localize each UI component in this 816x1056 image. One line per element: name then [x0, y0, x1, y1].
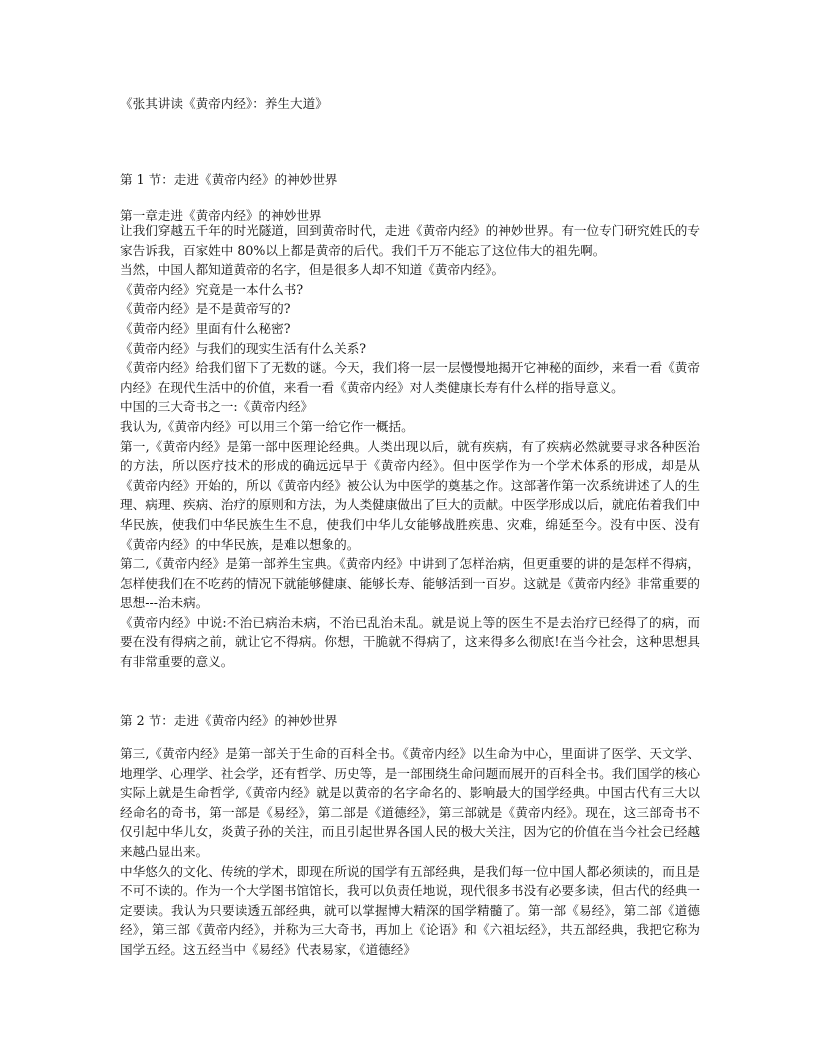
section-2-body — [120, 744, 700, 960]
paragraph: 中国的三大奇书之一:《黄帝内经》 — [120, 399, 314, 415]
chapter-title: 第一章走进《黄帝内经》的神妙世界 — [120, 208, 322, 223]
paragraph: 第一,《黄帝内经》是第一部中医理论经典。人类出现以后，就有疾病，有了疾病必然就要寻求各种医治的方法，所以医疗技术的形成的确远远早于《黄帝内经》。但中医学作为一个学术体系的形成，却是从《黄帝内经》开始的，所以《黄帝内经》被公认为中医学的奠基之作。这部著作第一次系统讲述了人的生理、病理、疾病、治疗的原则和方法，为人类健康做出了巨大的贡献。中医学形成以后，就庇佑着我们中华民族，使我们中华民族生生不息，使我们中华儿女能够战胜疾患、灾难，绵延至今。没有中医、没有《黄帝内经》的中华民族，是难以想象的。 — [120, 438, 700, 552]
paragraph: 《黄帝内经》是不是黄帝写的? — [120, 301, 291, 317]
section-1-heading: 第 1 节：走进《黄帝内经》的神妙世界 — [120, 172, 338, 187]
paragraph: 第二,《黄帝内经》是第一部养生宝典。《黄帝内经》中讲到了怎样治病，但更重要的讲的是怎样不得病，怎样使我们在不吃药的情况下就能够健康、能够长寿、能够活到一百岁。这就是《黄帝内经》非常重要的思想---治未病。 — [120, 556, 700, 611]
paragraph: 《黄帝内经》与我们的现实生活有什么关系? — [120, 340, 367, 356]
section-2-heading: 第 2 节：走进《黄帝内经》的神妙世界 — [120, 713, 338, 728]
paragraph: 《黄帝内经》中说:不治已病治未病，不治已乱治未乱。就是说上等的医生不是去治疗已经得了的病，而要在没有得病之前，就让它不得病。你想，干脆就不得病了，这来得多么彻底!在当今社会，这种思想具有非常重要的意义。 — [120, 614, 700, 670]
paragraph: 中华悠久的文化、传统的学术，即现在所说的国学有五部经典，是我们每一位中国人都必须读的，而且是不可不读的。作为一个大学图书馆馆长，我可以负责任地说，现代很多书没有必要多读，但古代的经典一定要读。我认为只要读透五部经典，就可以掌握博大精深的国学精髓了。第一部《易经》，第二部《道德经》，第三部《黄帝内经》，并称为三大奇书，再加上《论语》和《六祖坛经》，共五部经典，我把它称为国学五经。这五经当中《易经》代表易家，《道德经》 — [120, 863, 700, 957]
paragraph: 当然，中国人都知道黄帝的名字，但是很多人却不知道《黄帝内经》。 — [120, 262, 505, 278]
paragraph: 我认为,《黄帝内经》可以用三个第一给它作一概括。 — [120, 418, 414, 434]
paragraph: 第三,《黄帝内经》是第一部关于生命的百科全书。《黄帝内经》以生命为中心，里面讲了医学、天文学、地理学、心理学、社会学，还有哲学、历史等，是一部围绕生命问题而展开的百科全书。我们国学的核心实际上就是生命哲学,《黄帝内经》就是以黄帝的名字命名的、影响最大的国学经典。中国古代有三大以经命名的奇书，第一部是《易经》，第二部是《道德经》，第三部就是《黄帝内经》。现在，这三部奇书不仅引起中华儿女，炎黄子孙的关注，而且引起世界各国人民的极大关注，因为它的价值在当今社会已经越来越凸显出来。 — [120, 746, 700, 859]
paragraph: 让我们穿越五千年的时光隧道，回到黄帝时代，走进《黄帝内经》的神妙世界。有一位专门研究姓氏的专家告诉我，百家姓中 80%以上都是黄帝的后代。我们千万不能忘了这位伟大的祖先啊。 — [120, 223, 700, 258]
paragraph: 《黄帝内经》里面有什么秘密? — [120, 320, 291, 336]
document-title: 《张其讲读《黄帝内经》：养生大道》 — [120, 96, 328, 111]
paragraph: 《黄帝内经》给我们留下了无数的谜。今天，我们将一层一层慢慢地揭开它神秘的面纱，来看一看《黄帝内经》在现代生活中的价值，来看一看《黄帝内经》对人类健康长寿有什么样的指导意义。 — [120, 360, 700, 395]
section-1-body — [120, 221, 700, 672]
paragraph: 《黄帝内经》究竟是一本什么书? — [120, 281, 304, 297]
